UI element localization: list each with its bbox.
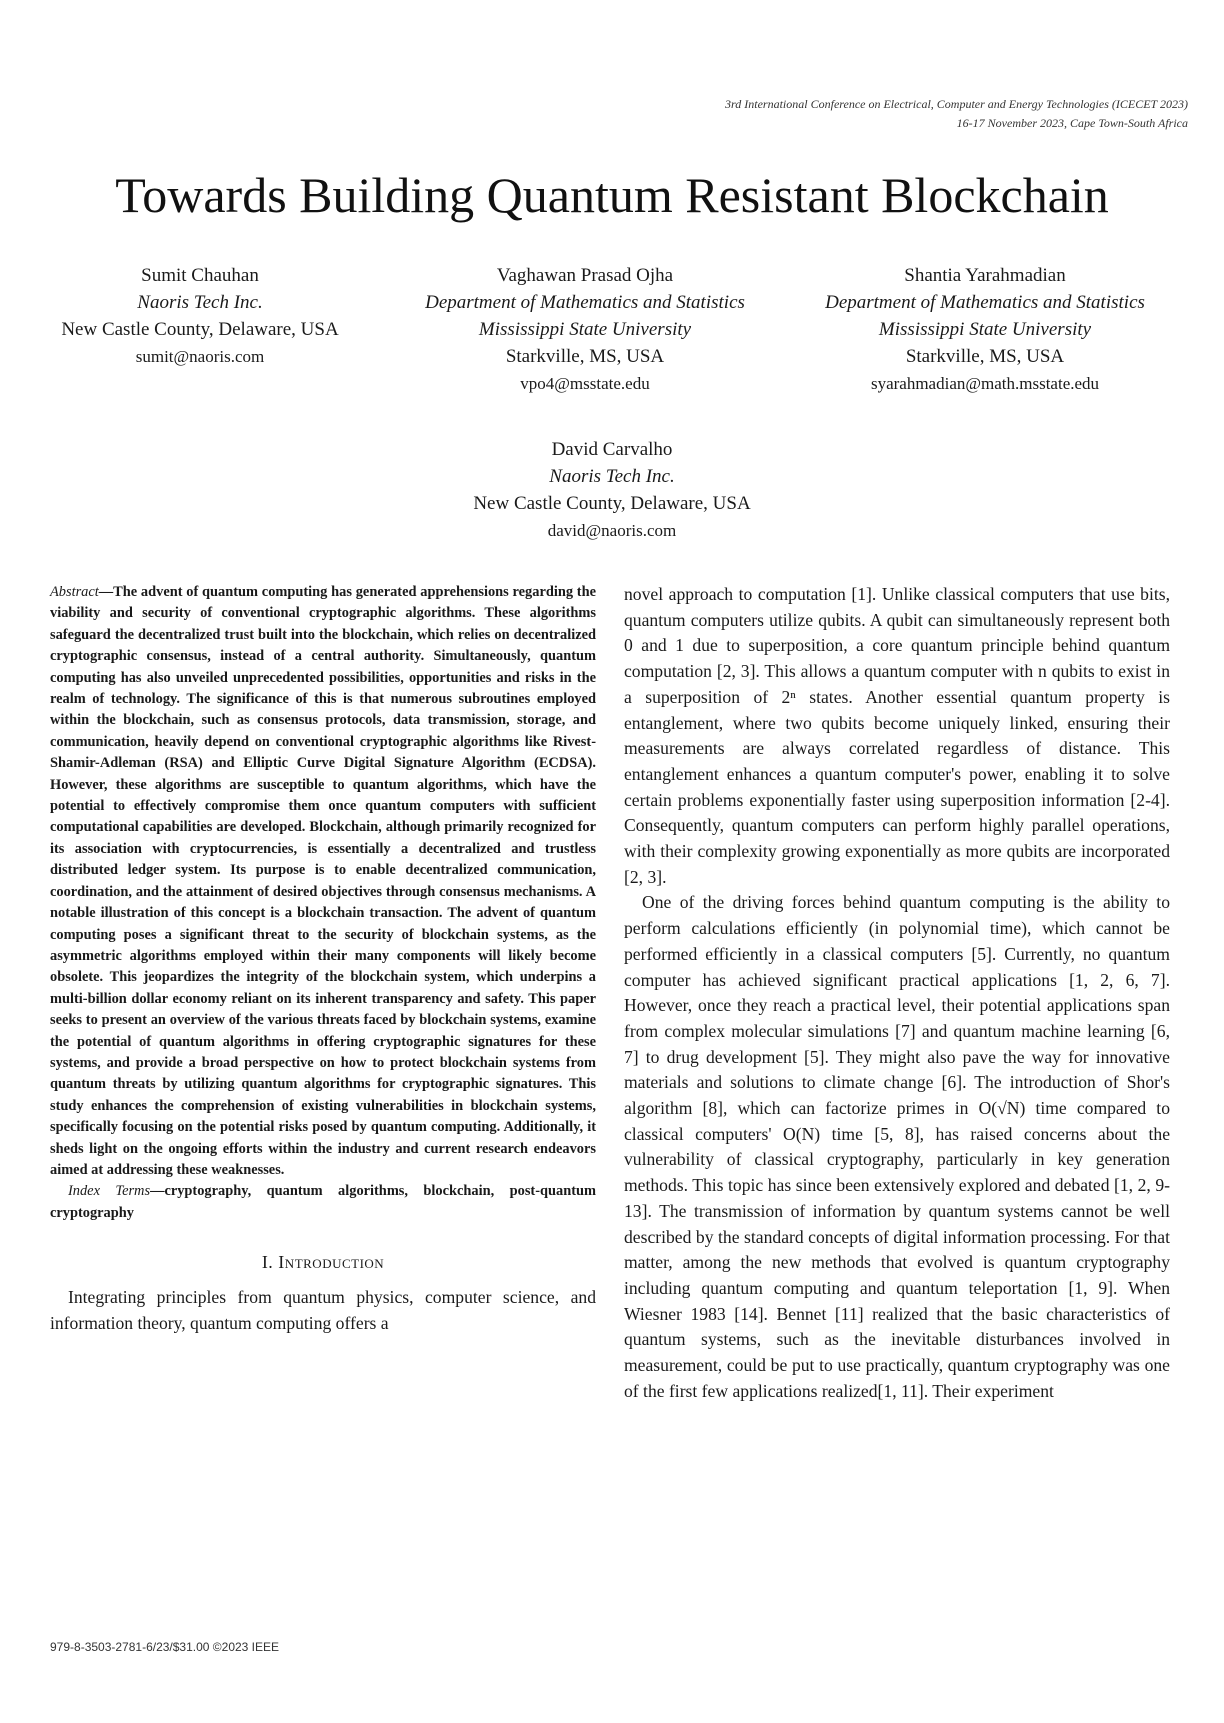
index-terms	[50, 1181, 596, 1224]
author-block-2	[415, 262, 755, 397]
author-block-1	[45, 262, 355, 370]
intro-paragraph: Integrating principles from quantum physics, computer science, and information theory, quantum computing offers a	[50, 1287, 596, 1333]
author-affiliation: Department of Mathematics and Statistics Mississippi State University	[425, 292, 745, 340]
author-affiliation: Naoris Tech Inc.	[549, 466, 675, 487]
author-email: david@naoris.com	[547, 521, 677, 540]
conference-line-2: 16-17 November 2023, Cape Town-South Africa	[956, 116, 1188, 130]
index-terms-label: Index Terms	[68, 1183, 151, 1200]
abstract-text: —The advent of quantum computing has generated apprehensions regarding the viability and security of conventional cryptographic algorithms. These algorithms safeguard the decentralized trust built into the blockchain, which relies on decentralized cryptographic consensus, instead of a central authority. Simultaneously, quantum computing has also unveiled unprecedented possibilities, opportunities and risks in the realm of technology. The significance of this is that numerous subroutines employed within the blockchain, such as consensus protocols, data transmission, storage, and communication, heavily depend on conventional cryptographic algorithms like Rivest-Shamir-Adleman (RSA) and Elliptic Curve Digital Signature Algorithm (ECDSA). However, these algorithms are susceptible to quantum algorithms, which have the potential to effectively compromise them once quantum computers with sufficient computational capabilities are developed. Blockchain, although primarily recognized for its association with cryptocurrencies, is essentially a decentralized and trustless distributed ledger system. Its purpose is to enable decentralized communication, coordination, and the attainment of desired objectives through consensus mechanisms. A notable illustration of this concept is a blockchain transaction. The advent of quantum computing poses a significant threat to the security of blockchain systems, as the asymmetric algorithms employed within their many components will likely become obsolete. This jeopardizes the integrity of the blockchain system, which underpins a multi-billion dollar economy reliant on its inherent transparency and safety. This paper seeks to present an overview of the various threats faced by blockchain systems, examine the potential of quantum algorithms in offering cryptographic signatures for these systems, and provide a broad perspective on how to protect blockchain systems from quantum threats by utilizing quantum algorithms for cryptographic signatures. This study enhances the comprehension of existing vulnerabilities in blockchain systems, specifically focusing on the potential risks posed by quantum computing. Additionally, it sheds light on the ongoing efforts within the industry and current research endeavors aimed at addressing these weaknesses.	[50, 584, 596, 1178]
abstract-label: Abstract	[50, 584, 99, 600]
abstract	[50, 582, 596, 1181]
right-column	[624, 582, 1170, 1405]
author-email: sumit@naoris.com	[135, 347, 265, 366]
author-location: Starkville, MS, USA	[905, 346, 1065, 367]
author-email: vpo4@msstate.edu	[520, 374, 650, 393]
index-terms-text: —cryptography, quantum algorithms, blockchain, post-quantum cryptography	[50, 1183, 597, 1221]
conference-line-1: 3rd International Conference on Electrical, Computer and Energy Technologies (ICECET 2023)	[725, 97, 1188, 111]
section-heading: I. Introduction	[261, 1252, 385, 1273]
paper-title: Towards Building Quantum Resistant Blockchain	[115, 167, 1109, 223]
left-column	[50, 582, 596, 1337]
author-affiliation: Department of Mathematics and Statistics Mississippi State University	[825, 292, 1145, 340]
author-block-4	[412, 436, 812, 544]
body-paragraph-2: One of the driving forces behind quantum computing is the ability to perform calculations efficiently (in polynomial time), which cannot be performed efficiently in a classical computers [5]. Currently, no quantum computer has achieved significant practical applications [1, 2, 6, 7]. However, once they reach a practical level, their potential applications span from complex molecular simulations [7] and quantum machine learning [6, 7] to drug development [5]. They might also pave the way for innovative materials and solutions to climate change [6]. The introduction of Shor's algorithm [8], which can factorize primes in O(√N) time compared to classical computers' O(N) time [5, 8], has raised concerns about the vulnerability of classical cryptography, particularly in key generation methods. This topic has since been extensively explored and debated [1, 2, 9-13]. The transmission of information by quantum systems cannot be well described by the standard concepts of digital information processing. For that matter, among the new methods that evolved is quantum cryptography including quantum computing and quantum teleportation [1, 9]. When Wiesner 1983 [14]. Bennet [11] realized that the basic characteristics of quantum systems, such as the inevitable disturbances involved in measurement, could be put to use practically, quantum cryptography was one of the first few applications realized[1, 11]. Their experiment	[624, 892, 1170, 1401]
author-affiliation: Naoris Tech Inc.	[137, 292, 263, 313]
author-location: New Castle County, Delaware, USA	[473, 493, 751, 514]
author-location: New Castle County, Delaware, USA	[61, 319, 339, 340]
body-paragraph-1: novel approach to computation [1]. Unlike classical computers that use bits, quantum computers utilize qubits. A qubit can simultaneously represent both 0 and 1 due to superposition, a core quantum principle behind quantum computation [2, 3]. This allows a quantum computer with n qubits to exist in a superposition of 2ⁿ states. Another essential quantum property is entanglement, where two qubits become uniquely linked, ensuring their measurements are always correlated regardless of distance. This entanglement enhances a quantum computer's power, enabling it to solve certain problems exponentially faster using superposition information [2-4]. Consequently, quantum computers can perform highly parallel operations, with their complexity growing exponentially as more qubits are incorporated [2, 3].	[624, 584, 1170, 887]
author-block-3	[780, 262, 1190, 397]
conference-header	[428, 95, 1188, 133]
author-name: Sumit Chauhan	[141, 265, 259, 286]
author-location: Starkville, MS, USA	[505, 346, 665, 367]
author-email: syarahmadian@math.msstate.edu	[870, 374, 1100, 393]
author-name: Vaghawan Prasad Ojha	[496, 265, 674, 286]
author-name: David Carvalho	[551, 439, 673, 460]
author-name: Shantia Yarahmadian	[904, 265, 1066, 286]
copyright-footer: 979-8-3503-2781-6/23/$31.00 ©2023 IEEE	[50, 1640, 280, 1654]
